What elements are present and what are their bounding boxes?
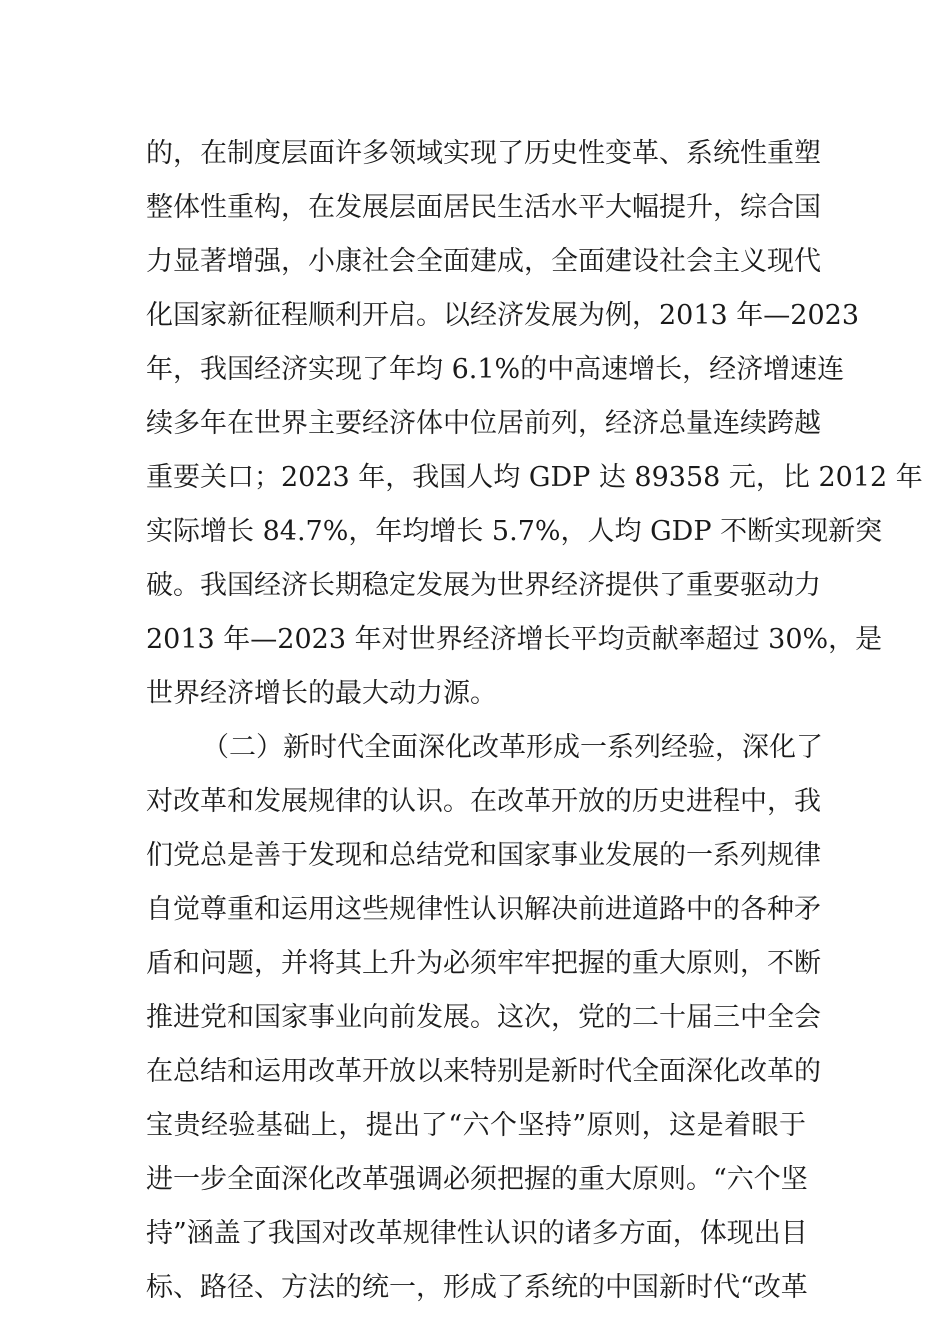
paragraph-2-line-9: 进一步全面深化改革强调必须把握的重大原则。“六个坚 [146, 1164, 808, 1195]
paragraph-1-line-3: 力显著增强，小康社会全面建成，全面建设社会主义现代 [146, 246, 821, 277]
paragraph-2-line-3: 们党总是善于发现和总结党和国家事业发展的一系列规律 [146, 840, 821, 871]
paragraph-1-line-4: 化国家新征程顺利开启。以经济发展为例，2013 年—2023 [146, 300, 860, 331]
paragraph-1-line-9: 破。我国经济长期稳定发展为世界经济提供了重要驱动力 [146, 570, 821, 601]
paragraph-2-line-10: 持”涵盖了我国对改革规律性认识的诸多方面，体现出目 [146, 1218, 808, 1249]
paragraph-1-line-5: 年，我国经济实现了年均 6.1%的中高速增长，经济增速连 [146, 354, 845, 385]
paragraph-2-line-8: 宝贵经验基础上，提出了“六个坚持”原则，这是着眼于 [146, 1110, 806, 1141]
paragraph-2-line-1: （二）新时代全面深化改革形成一系列经验，深化了 [202, 732, 823, 763]
paragraph-1-line-7: 重要关口；2023 年，我国人均 GDP 达 89358 元，比 2012 年 [146, 462, 923, 493]
paragraph-1-line-11: 世界经济增长的最大动力源。 [146, 678, 497, 709]
paragraph-2-line-6: 推进党和国家事业向前发展。这次，党的二十届三中全会 [146, 1002, 821, 1033]
paragraph-1-line-10: 2013 年—2023 年对世界经济增长平均贡献率超过 30%，是 [146, 624, 883, 655]
paragraph-2-line-4: 自觉尊重和运用这些规律性认识解决前进道路中的各种矛 [146, 894, 821, 925]
paragraph-2-line-11: 标、路径、方法的统一，形成了系统的中国新时代“改革 [146, 1272, 808, 1303]
paragraph-2-line-5: 盾和问题，并将其上升为必须牢牢把握的重大原则，不断 [146, 948, 821, 979]
paragraph-2-line-2: 对改革和发展规律的认识。在改革开放的历史进程中，我 [146, 786, 821, 817]
paragraph-1-line-6: 续多年在世界主要经济体中位居前列，经济总量连续跨越 [146, 408, 821, 439]
paragraph-2-line-7: 在总结和运用改革开放以来特别是新时代全面深化改革的 [146, 1056, 821, 1087]
paragraph-1-line-1: 的，在制度层面许多领域实现了历史性变革、系统性重塑 [146, 138, 821, 169]
paragraph-1-line-2: 整体性重构，在发展层面居民生活水平大幅提升，综合国 [146, 192, 821, 223]
paragraph-1-line-8: 实际增长 84.7%，年均增长 5.7%，人均 GDP 不断实现新突 [146, 516, 883, 547]
